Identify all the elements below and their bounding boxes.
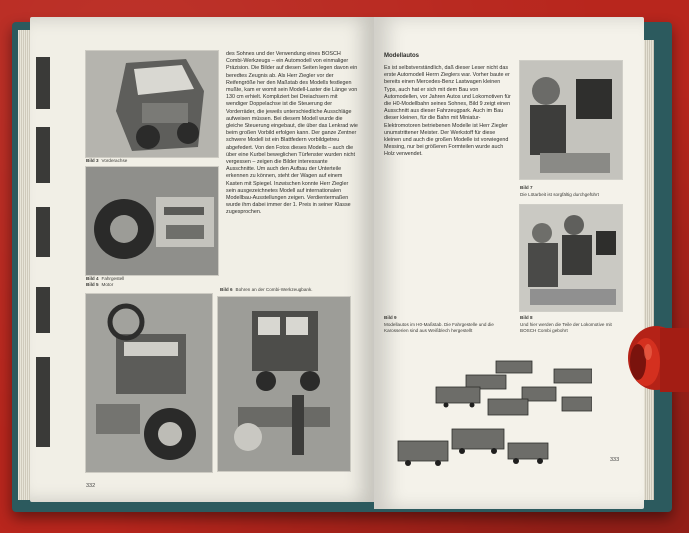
caption-photo-8-text: Und hier werden die Teile der Lokomotive mit BOSCH Combi gebohrt [520,322,612,333]
edge-photo-strip [36,57,50,109]
drilling-image [218,297,350,471]
right-page [374,17,644,509]
model-trucks-image [392,357,592,475]
red-cup-image [620,322,689,392]
edge-photo-strip [36,287,50,333]
drilling-loco-image [520,205,622,311]
edge-photo-strip [36,207,50,257]
photo-chassis [86,167,218,275]
left-page [30,17,374,502]
photo-engine [86,294,212,472]
caption-photo-5: Bild 5 Motor [86,282,114,287]
left-body-text: des Sohnes und der Verwendung eines BOSCH Combi-Werkzeugs – ein Automodell von einmaliger Präzision. Die Bilder auf diesen Seiten legen davon ein beredtes Zeugnis ab. Als Herr Ziegler vor der Reifengröße her den Maßstab des Modells festlegen mußte, kam er womit sein Modell-Laster die Länge von 130 cm erhielt. Kompliziert bei Dreiachsern mit wendiger Doppelachse ist die Steuerung der Vorderräder, die jeweils unterschiedliche Ausschläge aufweisen müssen. Bei diesem Modell wurde die gleiche Steuerung eingebaut, die über das Lenkrad wie beim großen Vorbild erfolgen kann. Der ganze Zentner schwere Modell ist ein Blattfedern vorbildgetreu abgefedert. Von den Fotos dieses Modells – auch die über eine Kurbel beweglichen Türfenster wurden nicht vergessen – zeigen die Bilder interessante Ausschnitte. Um auch den Aufbau der Unterteile erkennen zu können, steht der Wagen auf einem Kasten mit Spiegel. Inzwischen konnte Herr Ziegler sein ausgezeichnetes Modell auf internationalen Modellbau-Ausstellungen zeigen. Verdientermaßen wurde ihm dabei immer der 1. Preis in seiner Klasse zugesprochen. [226,51,358,216]
section-heading: Modellautos [384,53,420,59]
caption-photo-8: Bild 8 [520,315,533,320]
caption-photo-7-text: Die Lötarbeit ist sorgfältig durchgeführt [520,192,599,197]
photo-drilling-loco [520,205,622,311]
soldering-image [520,61,622,179]
edge-photo-strip [36,357,50,447]
caption-photo-6: Bild 6 Bohren an der Combi-Werkzeugbank. [220,287,313,292]
red-cylinder-object [620,322,689,392]
chassis-image [86,167,218,275]
caption-photo-3: Bild 3 Vorderachse [86,158,128,163]
caption-photo-7: Bild 7 [520,185,533,190]
right-body-text: Es ist selbstverständlich, daß dieser Leser nicht das erste Automodell Herrn Zieglers war. Vorher baute er bereits einen Mercedes-Benz Lastwagen kleinen Typs, auch hat er sich mit dem Bau von Automodellen, vor Jahren Autos und Lokomotiven für die H0-Modellbahn seines Sohnes, Bild 9 zeigt einen Ausschnitt aus dieser Fahrzeugpark. Auch im Bau dieser kleinen, für die Bahn mit Miniatur-Elektromotoren betriebenen Modelle ist Herr Ziegler unumstrittener Meister. Der Werkstoff für diese kleinen und auch die großen Modelle ist vorwiegend Messing, nur bei größeren Formteilen wurde auch Holz verwendet. [384,65,511,158]
right-page-number: 333 [610,457,620,463]
photo-drilling [218,297,350,471]
photo-soldering [520,61,622,179]
edge-photo-strip [36,127,50,183]
engine-image [86,294,212,472]
truck-cab-image [86,51,218,157]
caption-photo-4: Bild 4 Fahrgestell [86,276,125,281]
left-page-number: 332 [86,483,96,489]
caption-photo-9: Bild 9 [384,315,397,320]
photo-model-trucks [392,357,592,475]
caption-photo-9-text: Modellautos im H0-Maßstab. Die Fahrgestelle und die Karosserien sind aus Weißblech hergestellt [384,322,494,333]
photo-front-axle [86,51,218,157]
previous-page-edge-photos [36,57,52,457]
